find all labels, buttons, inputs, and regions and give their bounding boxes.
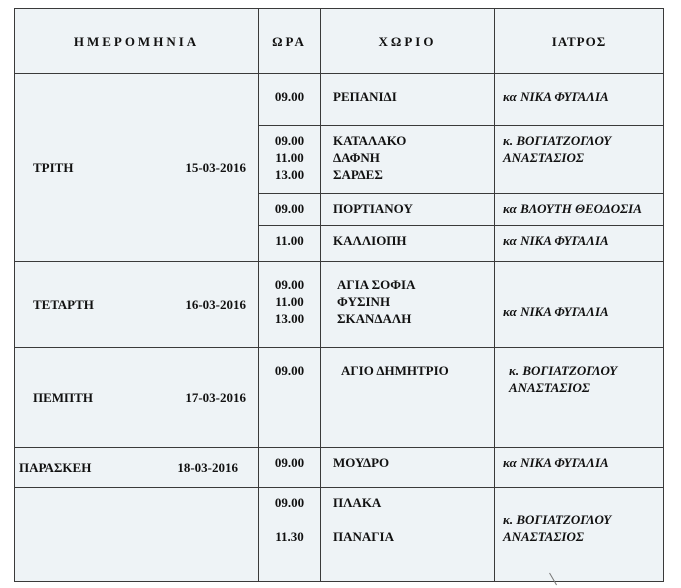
header-row <box>15 9 664 74</box>
doctor-name: κα ΒΛΟΥΤΗ ΘΕΟΔΟΣΙΑ <box>503 201 642 216</box>
village-cell <box>321 448 495 488</box>
doctor-name: ΑΝΑΣΤΑΣΙΟΣ <box>509 380 590 395</box>
day-cell <box>15 262 259 348</box>
doctor-cell <box>495 262 664 348</box>
village-cell <box>321 262 495 348</box>
village-cell <box>321 488 495 582</box>
header-time: ΩΡΑ <box>259 9 321 74</box>
time-value: 11.00 <box>275 233 304 248</box>
time-value: 11.30 <box>275 529 304 544</box>
time-value <box>259 511 320 528</box>
day-cell <box>15 74 259 262</box>
doctor-cell <box>495 348 664 448</box>
village-name: ΡΕΠΑΝΙΔΙ <box>333 89 397 104</box>
table-row <box>15 488 664 582</box>
village-cell <box>321 194 495 226</box>
day-cell <box>15 488 259 582</box>
day-name: ΠΕΜΠΤΗ <box>33 390 93 405</box>
time-cell <box>259 262 321 348</box>
time-value: 13.00 <box>274 167 305 182</box>
time-value: 09.00 <box>274 363 305 378</box>
doctor-name: κ. ΒΟΓΙΑΤΖΟΓΛΟΥ <box>503 512 612 527</box>
day-date: 17-03-2016 <box>185 390 246 405</box>
day-name: ΤΡΙΤΗ <box>33 160 74 175</box>
time-cell <box>259 194 321 226</box>
village-name: ΠΛΑΚΑ <box>333 495 382 510</box>
schedule-sheet <box>14 8 663 582</box>
doctor-cell <box>495 194 664 226</box>
village-name: ΠΑΝΑΓΙΑ <box>333 529 394 544</box>
time-cell <box>259 226 321 262</box>
doctor-name: κα ΝΙΚΑ ΦΥΓΑΛΙΑ <box>503 89 609 104</box>
village-name: ΠΟΡΤΙΑΝΟΥ <box>333 201 413 216</box>
table-row <box>15 448 664 488</box>
day-cell <box>15 448 259 488</box>
village-name: ΦΥΣΙΝΗ <box>337 294 391 309</box>
doctor-name: κ. ΒΟΓΙΑΤΖΟΓΛΟΥ <box>509 363 618 378</box>
time-cell <box>259 448 321 488</box>
day-name: ΤΕΤΑΡΤΗ <box>33 297 94 312</box>
village-name <box>333 511 494 528</box>
time-value: 09.00 <box>274 277 305 292</box>
village-name: ΑΓΙΑ ΣΟΦΙΑ <box>337 277 416 292</box>
time-cell <box>259 488 321 582</box>
village-cell <box>321 126 495 194</box>
village-cell <box>321 348 495 448</box>
village-name: ΜΟΥΔΡΟ <box>333 455 390 470</box>
doctor-name: κα ΝΙΚΑ ΦΥΓΑΛΙΑ <box>503 304 609 319</box>
day-date: 16-03-2016 <box>185 297 246 312</box>
doctor-name: κα ΝΙΚΑ ΦΥΓΑΛΙΑ <box>503 455 609 470</box>
doctor-cell <box>495 488 664 582</box>
header-village: ΧΩΡΙΟ <box>321 9 495 74</box>
time-value: 11.00 <box>275 294 304 309</box>
doctor-name: ΑΝΑΣΤΑΣΙΟΣ <box>503 529 584 544</box>
table-row <box>15 262 664 348</box>
village-name: ΣΚΑΝΔΑΛΗ <box>337 311 412 326</box>
time-cell <box>259 126 321 194</box>
village-cell <box>321 74 495 126</box>
village-name: ΚΑΛΛΙΟΠΗ <box>333 233 407 248</box>
table-row <box>15 74 664 126</box>
doctor-name: κα ΝΙΚΑ ΦΥΓΑΛΙΑ <box>503 233 609 248</box>
time-cell <box>259 74 321 126</box>
day-cell <box>15 348 259 448</box>
header-date: ΗΜΕΡΟΜΗΝΙΑ <box>15 9 259 74</box>
time-value: 11.00 <box>275 150 304 165</box>
doctor-cell <box>495 74 664 126</box>
day-date: 18-03-2016 <box>177 460 238 475</box>
village-cell <box>321 226 495 262</box>
time-value: 09.00 <box>274 89 305 104</box>
doctor-cell <box>495 126 664 194</box>
village-name: ΣΑΡΔΕΣ <box>333 167 383 182</box>
time-value: 13.00 <box>274 311 305 326</box>
day-date: 15-03-2016 <box>185 160 246 175</box>
table-row <box>15 348 664 448</box>
day-name: ΠΑΡΑΣΚΕΗ <box>19 460 92 475</box>
schedule-table <box>14 8 664 582</box>
doctor-name <box>503 494 663 511</box>
doctor-name: κ. ΒΟΓΙΑΤΖΟΓΛΟΥ <box>503 133 612 148</box>
village-name: ΔΑΦΝΗ <box>333 150 380 165</box>
time-value: 09.00 <box>274 201 305 216</box>
doctor-cell <box>495 226 664 262</box>
time-value: 09.00 <box>274 495 305 510</box>
doctor-cell <box>495 448 664 488</box>
time-value: 09.00 <box>274 455 305 470</box>
time-value: 09.00 <box>274 133 305 148</box>
village-name: ΚΑΤΑΛΑΚΟ <box>333 133 407 148</box>
doctor-name: ΑΝΑΣΤΑΣΙΟΣ <box>503 150 584 165</box>
header-doctor: ΙΑΤΡΟΣ <box>495 9 664 74</box>
time-cell <box>259 348 321 448</box>
village-name: ΑΓΙΟ ΔΗΜΗΤΡΙΟ <box>341 363 449 378</box>
